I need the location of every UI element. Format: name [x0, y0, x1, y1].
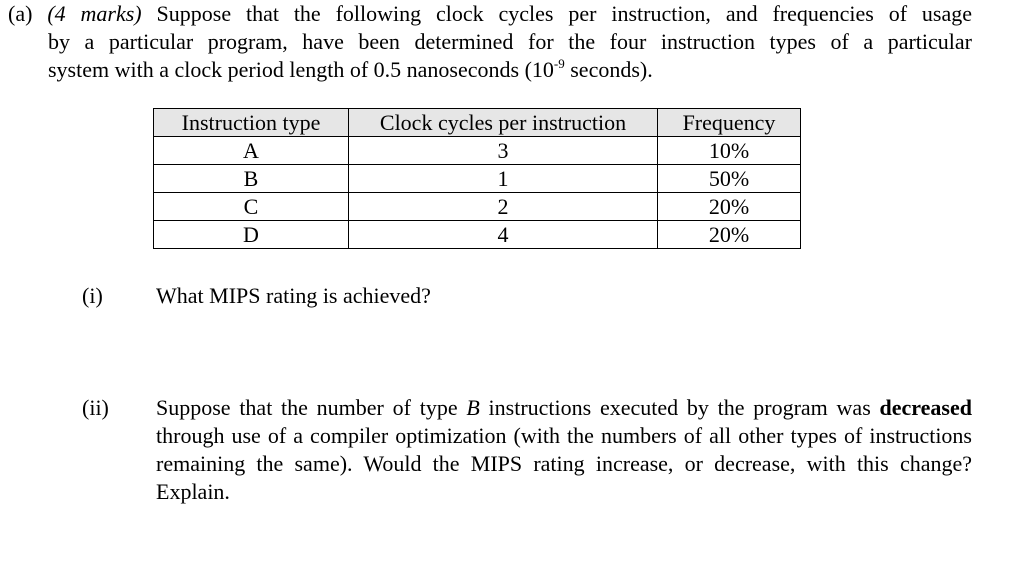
table-header-row: [154, 109, 801, 137]
cell-frequency: 20%: [658, 193, 801, 221]
table-row: [154, 165, 801, 193]
question-text-part-1: Suppose that the number of type: [156, 395, 467, 420]
cell-frequency: 20%: [658, 221, 801, 249]
question-number: (i): [82, 283, 103, 308]
instruction-table: [153, 108, 801, 249]
intro-line-2: by a particular program, have been determined for the four instruction types of a particular: [48, 29, 972, 54]
question-number: (ii): [82, 395, 109, 420]
intro-line-1: [8, 0, 972, 28]
cell-cycles: 2: [349, 193, 658, 221]
table-row: [154, 221, 801, 249]
header-clock-cycles: Clock cycles per instruction: [349, 109, 658, 137]
question-text: [156, 394, 972, 506]
cell-type: C: [154, 193, 349, 221]
cell-type: B: [154, 165, 349, 193]
header-frequency: Frequency: [658, 109, 801, 137]
decreased-emphasis: decreased: [879, 395, 972, 420]
intro-line-3: [8, 56, 972, 84]
table-row: [154, 137, 801, 165]
instruction-type-emphasis: B: [466, 395, 480, 420]
question-text-part-3: through use of a compiler optimization (with the numbers of all other types of instructions remaining the same). Would the MIPS rating increase, or decrease, with this change? Explain.: [156, 423, 972, 504]
question-text-part-2: instructions executed by the program was: [479, 395, 880, 420]
cell-type: D: [154, 221, 349, 249]
cell-frequency: 10%: [658, 137, 801, 165]
cell-cycles: 1: [349, 165, 658, 193]
table-row: [154, 193, 801, 221]
part-label: (a): [8, 1, 33, 26]
cell-cycles: 4: [349, 221, 658, 249]
question-a-intro: [8, 0, 972, 84]
cell-cycles: 3: [349, 137, 658, 165]
intro-line-1-text: Suppose that the following clock cycles per instruction, and frequencies of usage: [156, 1, 973, 26]
header-instruction-type: Instruction type: [154, 109, 349, 137]
question-text: What MIPS rating is achieved?: [156, 283, 431, 308]
marks-label: (4 marks): [47, 1, 142, 26]
cell-frequency: 50%: [658, 165, 801, 193]
exponent: -9: [553, 56, 565, 71]
intro-line-3-pre: system with a clock period length of 0.5 nanoseconds (10: [48, 57, 554, 82]
cell-type: A: [154, 137, 349, 165]
intro-line-3-post: seconds).: [564, 57, 653, 82]
